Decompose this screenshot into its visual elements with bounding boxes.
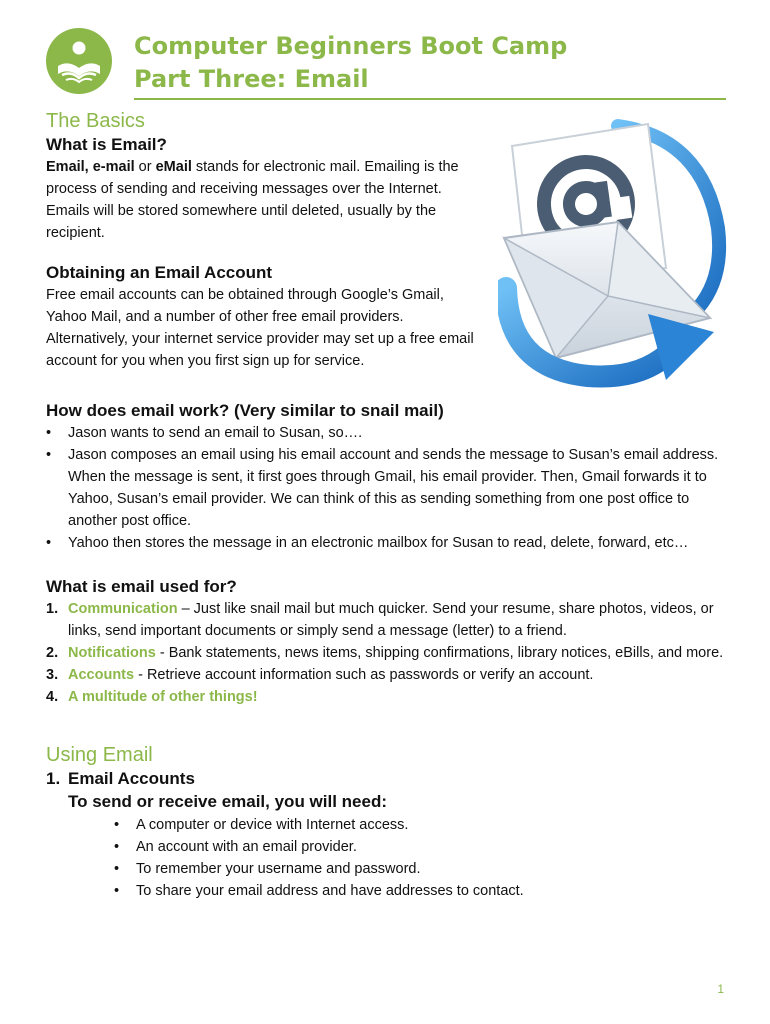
bullet-icon: • [46,447,52,463]
how-email-works-list [46,422,736,554]
list-item: 1. Communication – Just like snail mail but much quicker. Send your resume, share photos, videos, or links, send important documents or simply send a message (letter) to a friend. [46,601,714,639]
list-item: • Jason composes an email using his email account and sends the message to Susan’s email address. When the message is sent, it first goes through Gmail, his email provider. Then, Gmail forwards it to Yahoo, Susan’s email provider. We can think of this as sending something from one post office to another post office. [46,444,736,532]
bullet-icon: • [114,839,120,855]
word-or: or [134,159,156,175]
bullet-icon: • [114,861,120,877]
title-line-2: Part Three: Email [134,65,369,93]
list-item: 2. Notifications - Bank statements, news items, shipping confirmations, library notices, eBills, and more. [46,645,724,661]
list-item: 4. A multitude of other things! [46,689,258,705]
bullet-icon: • [114,817,120,833]
list-item: • To remember your username and password. [114,858,736,880]
use-term: Notifications [68,645,156,661]
list-item: • To share your email address and have addresses to contact. [114,880,736,902]
use-term: Accounts [68,667,135,683]
document-title [134,30,726,100]
paragraph-what-is-email [46,156,486,244]
paragraph-obtaining-account: Free email accounts can be obtained through Google’s Gmail, Yahoo Mail, and a number of other free email providers. Alternatively, your internet service provider may set up a free email account for you when you first sign up for service. [46,287,474,369]
email-definition-text: stands for electronic mail. Emailing is the process of sending and receiving messages over the Internet. Emails will be stored somewhere until deleted, usually by the recipient. [46,159,459,241]
term-email: Email, e-mail [46,159,135,175]
list-item: • Yahoo then stores the message in an electronic mailbox for Susan to read, delete, forward, etc… [46,532,736,554]
heading-email-accounts: 1. Email Accounts [46,769,195,788]
heading-what-is-email: What is Email? [46,135,167,154]
list-item: • Jason wants to send an email to Susan, so…. [46,422,736,444]
term-email-alt: eMail [155,159,192,175]
requirements-list [46,814,736,902]
email-uses-list [46,598,736,708]
page-content [46,108,736,902]
page-number: 1 [717,982,724,996]
use-term: A multitude of other things! [68,689,258,705]
list-item: • An account with an email provider. [114,836,736,858]
bullet-icon: • [114,883,120,899]
heading-how-email-works: How does email work? (Very similar to snail mail) [46,401,444,420]
section-heading-using-email: Using Email [46,744,153,766]
use-term: Communication [68,601,178,617]
heading-obtaining-account: Obtaining an Email Account [46,263,273,282]
list-item: • A computer or device with Internet access. [114,814,736,836]
heading-you-will-need: To send or receive email, you will need: [68,792,388,811]
bullet-icon: • [46,425,52,441]
book-reader-logo-icon [46,28,112,94]
section-heading-basics: The Basics [46,110,145,132]
list-item: 3. Accounts - Retrieve account information such as passwords or verify an account. [46,667,594,683]
page-header [46,28,726,100]
bullet-icon: • [46,535,52,551]
title-line-1: Computer Beginners Boot Camp [134,32,568,60]
heading-email-uses: What is email used for? [46,577,237,596]
